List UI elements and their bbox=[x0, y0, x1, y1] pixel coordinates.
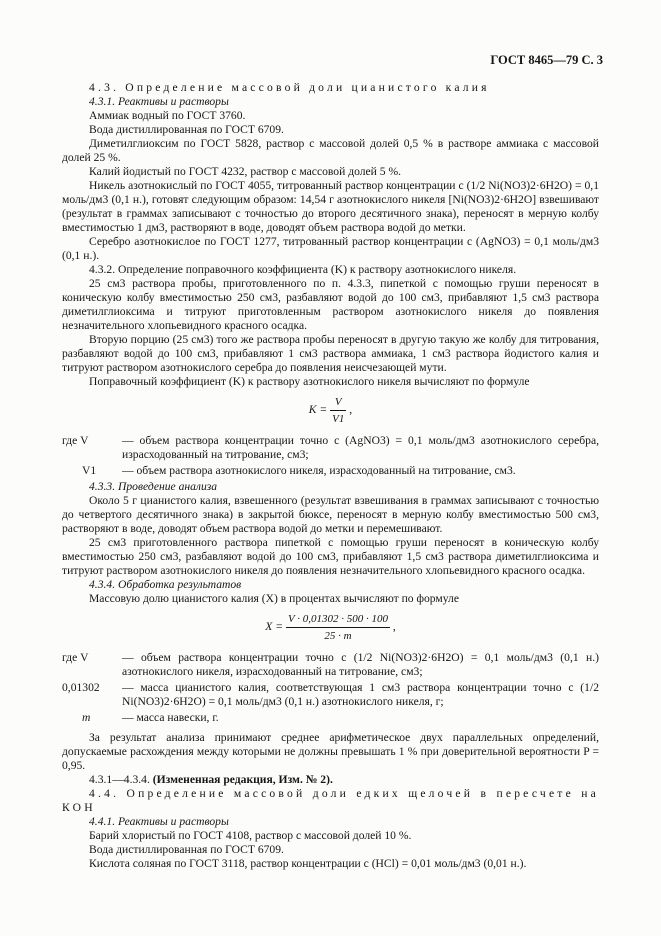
page-header: ГОСТ 8465—79 С. 3 bbox=[490, 53, 603, 67]
paragraph: Вода дистиллированная по ГОСТ 6709. bbox=[89, 843, 284, 856]
paragraph: Аммиак водный по ГОСТ 3760. bbox=[89, 109, 246, 122]
paragraph: Массовую долю цианистого калия (X) в процентах вычисляют по формуле bbox=[89, 592, 459, 605]
definition-value: — объем раствора концентрации точно c (1/2 Ni(NO3)2·6H2O) = 0,1 моль/дм3 (0,1 н.) азотнокислого никеля, израсходованный на титрование, см3; bbox=[122, 651, 599, 678]
section-heading: 4.3. Определение массовой доли цианистого калия bbox=[89, 81, 490, 94]
definition-row bbox=[62, 464, 599, 478]
document-body bbox=[62, 81, 599, 871]
paragraph: Серебро азотнокислое по ГОСТ 1277, титрованный раствор концентрации c (AgNO3) = 0,1 моль/дм3 (0,1 н.). bbox=[62, 235, 599, 262]
formula-tail: , bbox=[349, 403, 353, 417]
formula-x bbox=[62, 612, 599, 643]
formula-k bbox=[62, 395, 599, 426]
definition-row bbox=[62, 681, 599, 709]
formula-denominator: V1 bbox=[330, 410, 346, 426]
definition-row bbox=[62, 651, 599, 679]
formula-denominator: 25 · m bbox=[286, 627, 390, 643]
formula-lhs: X = bbox=[265, 620, 284, 634]
formula-lhs: K = bbox=[308, 403, 328, 417]
definition-key: где V bbox=[62, 434, 89, 447]
paragraph: Никель азотнокислый по ГОСТ 4055, титрованный раствор концентрации c (1/2 Ni(NO3)2·6H2O) = 0,1 моль/дм3 (0,1 н.), готовят следующим образом: 14,54 г азотнокислого никеля [Ni(NO3)2·6H2O] взвешивают (результат в граммах записывают с точностью до второго десятичного знака), переносят в мерную колбу вместимостью 1 дм3, растворяют в воде, доводят объем раствора водой до метки. bbox=[62, 179, 599, 234]
paragraph: 25 см3 приготовленного раствора пипеткой с помощью груши переносят в коническую колбу вместимостью 250 см3, разбавляют водой до 100 см3, прибавляют 1,5 см3 раствора диметилглиоксима и титруют раствором азотнокислого никеля до появления незначительного хлопьевидного красного осадка. bbox=[62, 536, 599, 577]
paragraph: 4.3.2. Определение поправочного коэффициента (K) к раствору азотнокислого никеля. bbox=[89, 263, 517, 276]
formula-tail: , bbox=[392, 620, 396, 634]
definition-key: V1 bbox=[82, 464, 97, 477]
subsection-heading: 4.3.3. Проведение анализа bbox=[89, 480, 218, 493]
paragraph: Калий йодистый по ГОСТ 4232, раствор с массовой долей 5 %. bbox=[89, 165, 402, 178]
subsection-heading: 4.4.1. Реактивы и растворы bbox=[89, 815, 229, 828]
paragraph: Около 5 г цианистого калия, взвешенного (результат взвешивания в граммах записывают с точностью до четвертого десятичного знака) в закрытой бюксе, переносят в мерную колбу вместимостью 500 см3, растворяют в воде, доводят объем раствора водой до метки и перемешивают. bbox=[62, 494, 599, 535]
definition-value: — масса навески, г. bbox=[122, 711, 219, 724]
subsection-heading: 4.3.1. Реактивы и растворы bbox=[89, 95, 229, 108]
paragraph: Вода дистиллированная по ГОСТ 6709. bbox=[89, 123, 284, 136]
amendment-note: 4.3.1—4.3.4. (Измененная редакция, Изм. № 2). bbox=[89, 773, 333, 786]
formula-fraction bbox=[330, 395, 346, 426]
definition-row bbox=[62, 434, 599, 462]
definition-key: 0,01302 bbox=[62, 681, 100, 694]
formula-numerator: V bbox=[334, 396, 342, 408]
section-heading: 4.4. Определение массовой доли едких щелочей в пересчете на КОН bbox=[62, 787, 599, 814]
formula-numerator: V · 0,01302 · 500 · 100 bbox=[287, 613, 388, 625]
definition-key: где V bbox=[62, 651, 89, 664]
definition-value: — объем раствора концентрации точно c (AgNO3) = 0,1 моль/дм3 азотнокислого серебра, израсходованный на титрование, см3; bbox=[122, 434, 599, 461]
paragraph: Диметилглиоксим по ГОСТ 5828, раствор с массовой долей 0,5 % в растворе аммиака с массовой долей 25 %. bbox=[62, 137, 599, 164]
paragraph: За результат анализа принимают среднее арифметическое двух параллельных определений, допускаемые расхождения между которыми не должны превышать 1 % при доверительной вероятности P = 0,95. bbox=[62, 731, 599, 772]
paragraph: Поправочный коэффициент (K) к раствору азотнокислого никеля вычисляют по формуле bbox=[89, 375, 530, 388]
formula-fraction bbox=[286, 612, 390, 643]
paragraph: Кислота соляная по ГОСТ 3118, раствор концентрации c (HCl) = 0,01 моль/дм3 (0,01 н.). bbox=[89, 857, 527, 870]
definition-row bbox=[62, 711, 599, 725]
definition-key: m bbox=[82, 711, 91, 724]
paragraph: 25 см3 раствора пробы, приготовленного по п. 4.3.3, пипеткой с помощью груши переносят в коническую колбу вместимостью 250 см3, разбавляют водой до 100 см3, прибавляют 1,5 см3 раствора диметилглиоксима и титруют приготовленным раствором азотнокислого никеля до появления незначительного хлопьевидного красного осадка. bbox=[62, 277, 599, 332]
paragraph: Барий хлористый по ГОСТ 4108, раствор с массовой долей 10 %. bbox=[89, 829, 412, 842]
paragraph: Вторую порцию (25 см3) того же раствора пробы переносят в другую такую же колбу для титрования, разбавляют водой до 100 см3, прибавляют 1 см3 раствора аммиака, 1 см3 раствора йодистого калия и титруют раствором азотнокислого серебра до появления неисчезающей мути. bbox=[62, 333, 599, 374]
definition-value: — объем раствора азотнокислого никеля, израсходованный на титрование, см3. bbox=[122, 464, 516, 477]
definition-value: — масса цианистого калия, соответствующая 1 см3 раствора концентрации точно c (1/2 Ni(NO3)2·6H2O) = 0,1 моль/дм3 (0,1 н.) азотнокислого никеля, г; bbox=[122, 681, 599, 708]
subsection-heading: 4.3.4. Обработка результатов bbox=[89, 578, 242, 591]
